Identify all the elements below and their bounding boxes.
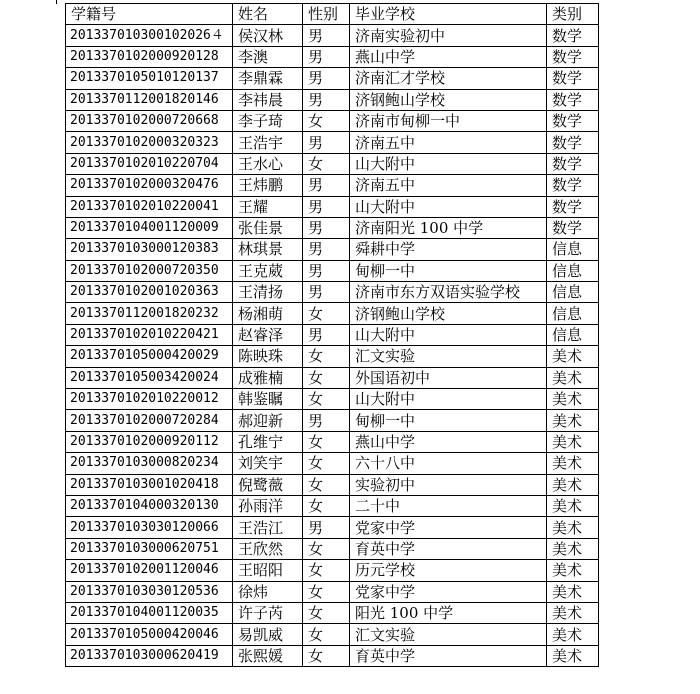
cell-name: 王炜鹏	[233, 175, 303, 196]
cell-name: 张佳景	[233, 217, 303, 238]
cell-category: 数学	[547, 110, 599, 131]
table-row	[66, 239, 599, 260]
table-row	[66, 303, 599, 324]
cell-gender: 女	[303, 303, 350, 324]
table-row	[66, 389, 599, 410]
table-row	[66, 25, 599, 46]
cell-student-id: 2013370102000720350	[66, 260, 233, 281]
cell-student-id: 2013370102000320323	[66, 132, 233, 153]
cell-category: 数学	[547, 89, 599, 110]
cell-gender: 男	[303, 217, 350, 238]
cell-school: 育英中学	[350, 645, 547, 666]
cell-gender: 女	[303, 495, 350, 516]
cell-name: 王浩江	[233, 517, 303, 538]
cell-gender: 女	[303, 453, 350, 474]
cell-gender: 男	[303, 89, 350, 110]
cell-gender: 男	[303, 175, 350, 196]
cell-school: 甸柳一中	[350, 410, 547, 431]
cell-name: 李鼎霖	[233, 68, 303, 89]
cell-category: 信息	[547, 260, 599, 281]
header-gender: 性别	[303, 4, 350, 25]
cell-school: 济南市东方双语实验学校	[350, 282, 547, 303]
cell-name: 李澳	[233, 46, 303, 67]
cell-gender: 女	[303, 367, 350, 388]
cell-school: 舜耕中学	[350, 239, 547, 260]
cell-student-id: 2013370102000920112	[66, 431, 233, 452]
cell-name: 李子琦	[233, 110, 303, 131]
cell-gender: 女	[303, 431, 350, 452]
cell-category: 信息	[547, 324, 599, 345]
cell-name: 王昭阳	[233, 560, 303, 581]
cell-student-id: 2013370103030120536	[66, 581, 233, 602]
cell-school: 汇文实验	[350, 624, 547, 645]
cell-name: 李祎晨	[233, 89, 303, 110]
cell-school: 六十八中	[350, 453, 547, 474]
table-row	[66, 324, 599, 345]
cell-name: 侯汉林	[233, 25, 303, 46]
cell-category: 美术	[547, 431, 599, 452]
table-row	[66, 517, 599, 538]
cell-category: 美术	[547, 602, 599, 623]
table-row	[66, 581, 599, 602]
cell-gender: 男	[303, 410, 350, 431]
cell-name: 王克葳	[233, 260, 303, 281]
header-category: 类别	[547, 4, 599, 25]
cell-student-id: 2013370102000720668	[66, 110, 233, 131]
cell-gender: 女	[303, 624, 350, 645]
table-row	[66, 602, 599, 623]
cell-school: 实验初中	[350, 474, 547, 495]
table-body	[66, 25, 599, 667]
cell-name: 郝迎新	[233, 410, 303, 431]
table-row	[66, 260, 599, 281]
cell-name: 孔维宁	[233, 431, 303, 452]
cell-student-id: 2013370112001820146	[66, 89, 233, 110]
table-row	[66, 196, 599, 217]
cell-student-id: 2013370103000820234	[66, 453, 233, 474]
table-row	[66, 68, 599, 89]
cell-name: 成雅楠	[233, 367, 303, 388]
cell-gender: 女	[303, 474, 350, 495]
cell-school: 济南实验初中	[350, 25, 547, 46]
cell-student-id: 2013370103001020418	[66, 474, 233, 495]
cell-school: 山大附中	[350, 153, 547, 174]
cell-category: 数学	[547, 68, 599, 89]
cell-name: 林琪景	[233, 239, 303, 260]
cell-student-id: 2013370105003420024	[66, 367, 233, 388]
cell-school: 济南汇才学校	[350, 68, 547, 89]
table-row	[66, 175, 599, 196]
cell-gender: 男	[303, 282, 350, 303]
cell-student-id: 2013370105010120137	[66, 68, 233, 89]
cell-school: 二十中	[350, 495, 547, 516]
cell-school: 山大附中	[350, 389, 547, 410]
cell-category: 美术	[547, 346, 599, 367]
cell-category: 美术	[547, 538, 599, 559]
cell-school: 山大附中	[350, 324, 547, 345]
cell-category: 信息	[547, 239, 599, 260]
cell-student-id: 201337010300102026４	[66, 25, 233, 46]
cell-student-id: 2013370102010220704	[66, 153, 233, 174]
header-school: 毕业学校	[350, 4, 547, 25]
table-header-row	[66, 4, 599, 25]
cell-student-id: 2013370104001120009	[66, 217, 233, 238]
cell-student-id: 2013370102001120046	[66, 560, 233, 581]
cell-gender: 男	[303, 324, 350, 345]
cell-gender: 女	[303, 581, 350, 602]
table-row	[66, 89, 599, 110]
cell-name: 王清扬	[233, 282, 303, 303]
cell-school: 阳光 100 中学	[350, 602, 547, 623]
cell-school: 党家中学	[350, 581, 547, 602]
cell-school: 济南阳光 100 中学	[350, 217, 547, 238]
corner-mark	[56, 0, 61, 4]
cell-student-id: 2013370103030120066	[66, 517, 233, 538]
cell-category: 数学	[547, 196, 599, 217]
cell-gender: 女	[303, 560, 350, 581]
cell-category: 美术	[547, 624, 599, 645]
cell-gender: 女	[303, 153, 350, 174]
cell-school: 外国语初中	[350, 367, 547, 388]
cell-category: 美术	[547, 581, 599, 602]
cell-student-id: 2013370102000920128	[66, 46, 233, 67]
cell-student-id: 2013370105000420029	[66, 346, 233, 367]
cell-category: 数学	[547, 132, 599, 153]
cell-school: 历元学校	[350, 560, 547, 581]
cell-school: 燕山中学	[350, 431, 547, 452]
cell-category: 美术	[547, 474, 599, 495]
cell-school: 甸柳一中	[350, 260, 547, 281]
cell-name: 倪鹭薇	[233, 474, 303, 495]
cell-student-id: 2013370104001120035	[66, 602, 233, 623]
cell-student-id: 2013370103000120383	[66, 239, 233, 260]
table-row	[66, 367, 599, 388]
cell-student-id: 2013370102010220421	[66, 324, 233, 345]
cell-school: 燕山中学	[350, 46, 547, 67]
cell-category: 美术	[547, 645, 599, 666]
table-row	[66, 624, 599, 645]
cell-category: 信息	[547, 303, 599, 324]
cell-school: 济钢鲍山学校	[350, 303, 547, 324]
table-row	[66, 538, 599, 559]
table-row	[66, 282, 599, 303]
cell-gender: 女	[303, 645, 350, 666]
cell-category: 美术	[547, 453, 599, 474]
table-row	[66, 110, 599, 131]
cell-student-id: 2013370102000720284	[66, 410, 233, 431]
cell-gender: 男	[303, 239, 350, 260]
cell-gender: 男	[303, 132, 350, 153]
cell-name: 王耀	[233, 196, 303, 217]
cell-category: 数学	[547, 46, 599, 67]
table-row	[66, 431, 599, 452]
table-row	[66, 645, 599, 666]
cell-category: 美术	[547, 560, 599, 581]
cell-category: 美术	[547, 389, 599, 410]
cell-category: 信息	[547, 282, 599, 303]
table-row	[66, 495, 599, 516]
cell-gender: 女	[303, 538, 350, 559]
cell-name: 杨湘萌	[233, 303, 303, 324]
cell-name: 孙雨洋	[233, 495, 303, 516]
cell-gender: 女	[303, 602, 350, 623]
table-row	[66, 46, 599, 67]
cell-name: 易凯威	[233, 624, 303, 645]
table-row	[66, 474, 599, 495]
cell-category: 美术	[547, 410, 599, 431]
cell-category: 数学	[547, 175, 599, 196]
cell-name: 刘笑宇	[233, 453, 303, 474]
cell-name: 陈映珠	[233, 346, 303, 367]
cell-name: 王欣然	[233, 538, 303, 559]
cell-name: 徐炜	[233, 581, 303, 602]
cell-gender: 女	[303, 110, 350, 131]
cell-student-id: 2013370105000420046	[66, 624, 233, 645]
cell-school: 济南市甸柳一中	[350, 110, 547, 131]
cell-category: 美术	[547, 495, 599, 516]
cell-student-id: 2013370102000320476	[66, 175, 233, 196]
table-row	[66, 132, 599, 153]
cell-student-id: 2013370102010220012	[66, 389, 233, 410]
cell-category: 数学	[547, 153, 599, 174]
cell-school: 山大附中	[350, 196, 547, 217]
cell-school: 济南五中	[350, 175, 547, 196]
table-row	[66, 560, 599, 581]
cell-student-id: 2013370112001820232	[66, 303, 233, 324]
cell-school: 济南五中	[350, 132, 547, 153]
cell-gender: 女	[303, 346, 350, 367]
table-row	[66, 346, 599, 367]
cell-category: 数学	[547, 217, 599, 238]
cell-student-id: 2013370102001020363	[66, 282, 233, 303]
student-roster-table	[65, 3, 599, 667]
cell-category: 数学	[547, 25, 599, 46]
cell-gender: 男	[303, 517, 350, 538]
cell-student-id: 2013370103000620419	[66, 645, 233, 666]
cell-name: 韩鉴瞩	[233, 389, 303, 410]
cell-student-id: 2013370103000620751	[66, 538, 233, 559]
cell-category: 美术	[547, 517, 599, 538]
cell-category: 美术	[547, 367, 599, 388]
cell-gender: 男	[303, 68, 350, 89]
table-row	[66, 153, 599, 174]
cell-student-id: 2013370102010220041	[66, 196, 233, 217]
header-student-id: 学籍号	[66, 4, 233, 25]
header-name: 姓名	[233, 4, 303, 25]
table-row	[66, 453, 599, 474]
cell-name: 王浩宇	[233, 132, 303, 153]
cell-school: 济钢鲍山学校	[350, 89, 547, 110]
cell-gender: 男	[303, 196, 350, 217]
cell-school: 汇文实验	[350, 346, 547, 367]
cell-gender: 男	[303, 46, 350, 67]
table-row	[66, 217, 599, 238]
cell-name: 赵睿泽	[233, 324, 303, 345]
cell-school: 党家中学	[350, 517, 547, 538]
cell-name: 王水心	[233, 153, 303, 174]
table-row	[66, 410, 599, 431]
cell-gender: 男	[303, 25, 350, 46]
cell-school: 育英中学	[350, 538, 547, 559]
cell-gender: 男	[303, 260, 350, 281]
cell-gender: 女	[303, 389, 350, 410]
cell-student-id: 2013370104000320130	[66, 495, 233, 516]
cell-name: 许子芮	[233, 602, 303, 623]
cell-name: 张熙媛	[233, 645, 303, 666]
